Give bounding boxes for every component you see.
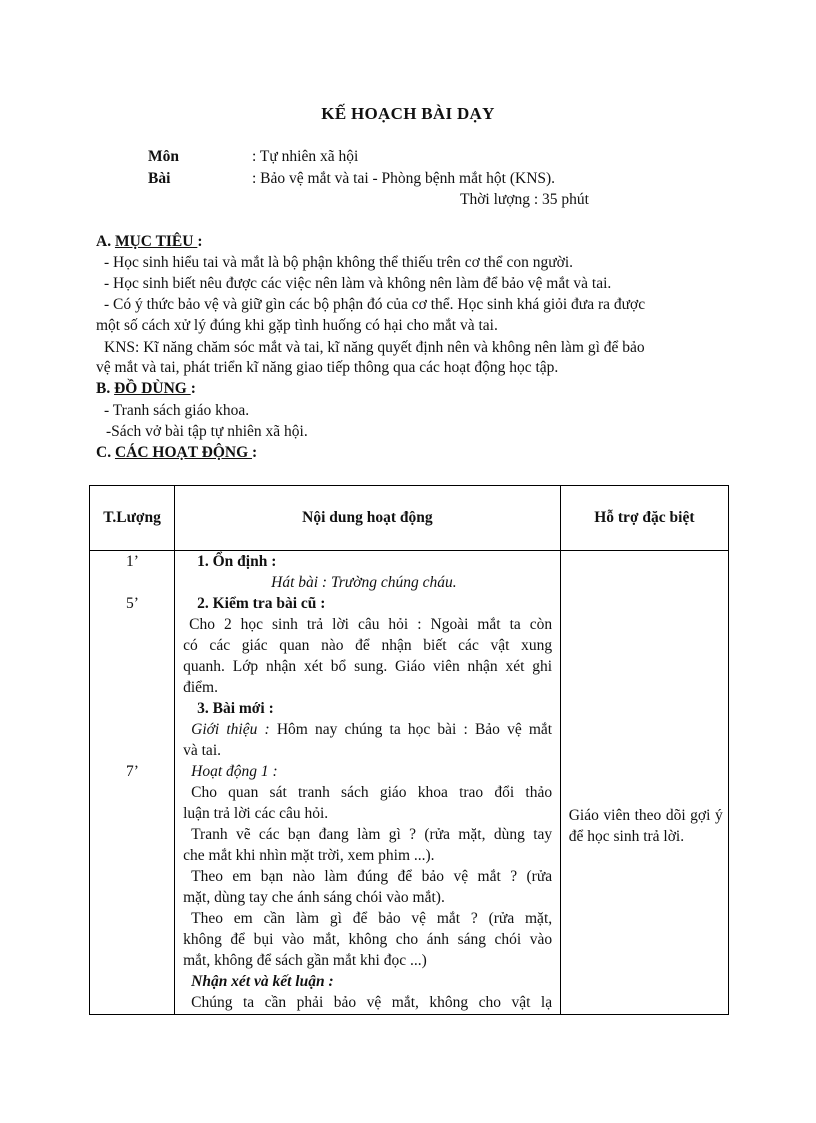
support-note: Giáo viên theo dõi gợi ý để học sinh trả lời. [568,807,723,845]
lesson-value: : Bảo vệ mắt và tai - Phòng bệnh mắt hột (KNS). [252,170,556,187]
subject-label: Môn [148,148,179,165]
time-value: 7’ [126,763,139,780]
content-line: Theo em cần làm gì để bảo vệ mắt ? (rửa mặt, [191,910,553,927]
section-a-title: MỤC TIÊU [114,233,198,250]
duration: Thời lượng : 35 phút [460,191,589,208]
section-c-prefix: C. [96,444,115,461]
section-b-heading [96,380,196,398]
lesson-label: Bài [148,170,171,187]
step-heading: 1. Ổn định : [197,553,277,570]
objective-line: - Học sinh biết nêu được các việc nên làm và không nên làm để bảo vệ mắt và tai. [104,275,612,292]
material-line: - Tranh sách giáo khoa. [104,402,250,419]
header-duration: T.Lượng [90,486,175,551]
content-line: Cho 2 học sinh trả lời câu hỏi : Ngoài mắt ta còn [189,616,553,633]
content-line: che mắt khi nhìn mặt trời, xem phim ...). [183,847,435,864]
support-cell [560,551,728,1015]
objective-line: vệ mắt và tai, phát triển kĩ năng giao tiếp thông qua các hoạt động học tập. [96,359,559,376]
section-c-heading [96,444,257,462]
conclusion-heading: Nhận xét và kết luận : [191,973,334,990]
section-b-title: ĐỒ DÙNG [114,380,191,397]
section-a-heading [96,233,203,251]
objective-line: KNS: Kĩ năng chăm sóc mắt và tai, kĩ năng quyết định nên và không nên làm gì để bảo [104,339,645,356]
header-content: Nội dung hoạt động [175,486,561,551]
time-value: 5’ [126,595,139,612]
header-support: Hỗ trợ đặc biệt [560,486,728,551]
content-line: mặt, dùng tay che ánh sáng chói vào mắt). [183,889,445,906]
subject-value: : Tự nhiên xã hội [252,148,359,165]
content-line: Chúng ta cần phải bảo vệ mắt, không cho vật lạ [191,994,553,1011]
section-b-colon: : [190,380,196,397]
content-line: quanh. Lớp nhận xét bổ sung. Giáo viên nhận xét ghi [183,658,553,675]
objective-line: - Học sinh hiểu tai và mắt là bộ phận không thể thiếu trên cơ thể con người. [104,254,574,271]
content-line: điểm. [183,679,218,696]
section-c-title: CÁC HOẠT ĐỘNG [114,444,253,461]
activity-table [89,485,729,1015]
content-line: Theo em bạn nào làm đúng để bảo vệ mắt ? (rửa [191,868,553,885]
duration-cell [90,551,175,1015]
activity-heading: Hoạt động 1 : [191,763,278,780]
content-line: có các giác quan nào để nhận biết các vật xung [183,637,553,654]
step-heading: 2. Kiểm tra bài cũ : [197,595,326,612]
section-c-colon: : [252,444,258,461]
section-a-colon: : [197,233,203,250]
section-b-prefix: B. [96,380,115,397]
material-line: -Sách vở bài tập tự nhiên xã hội. [106,423,308,440]
objective-line: một số cách xử lý đúng khi gặp tình huống có hại cho mắt và tai. [96,317,498,334]
content-line: mắt, không để sách gần mắt khi đọc ...) [183,952,427,969]
intro-label: Giới thiệu : [191,721,270,738]
content-line: Tranh vẽ các bạn đang làm gì ? (rửa mặt, dùng tay [191,826,553,843]
song-line: Hát bài : Trường chúng cháu. [271,574,457,591]
time-value: 1’ [126,553,139,570]
content-line: luận trả lời các câu hỏi. [183,805,329,822]
content-cell [175,551,561,1015]
content-line: không để bụi vào mắt, không cho ánh sáng chói vào [183,931,553,948]
objective-line: - Có ý thức bảo vệ và giữ gìn các bộ phận đó của cơ thể. Học sinh khá giỏi đưa ra được [104,296,646,313]
table-row [90,551,729,1015]
content-line: và tai. [183,742,221,759]
step-heading: 3. Bài mới : [197,700,274,717]
content-line: Cho quan sát tranh sách giáo khoa trao đổi thảo [191,784,553,801]
intro-text: Hôm nay chúng ta học bài : Bảo vệ mắt [269,721,553,738]
section-a-prefix: A. [96,233,115,250]
table-header-row [90,486,729,551]
page-title: KẾ HOẠCH BÀI DẠY [321,104,495,123]
intro-line [191,721,552,739]
